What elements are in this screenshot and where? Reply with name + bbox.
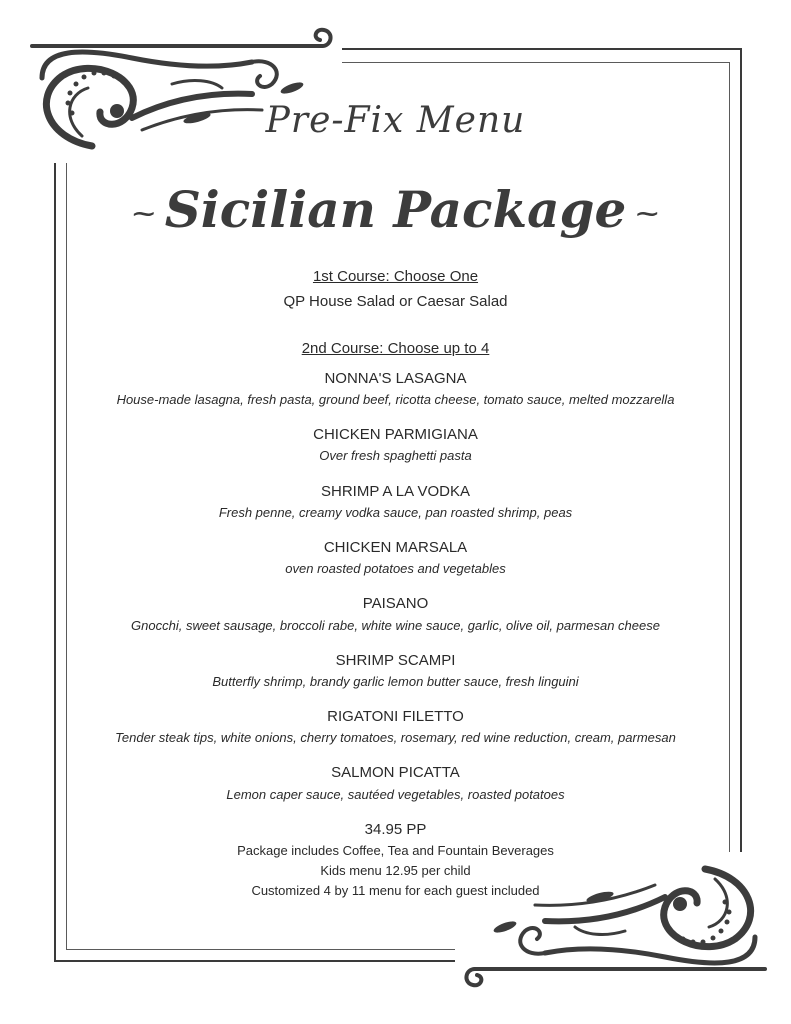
course2-heading: 2nd Course: Choose up to 4 <box>301 340 490 357</box>
dish-name: CHICKEN PARMIGIANA <box>313 426 478 443</box>
kids-menu-note: Kids menu 12.95 per child <box>320 863 471 878</box>
dish-description: Fresh penne, creamy vodka sauce, pan roasted shrimp, peas <box>218 505 573 520</box>
dish-name: SHRIMP A LA VODKA <box>321 483 470 500</box>
package-note: Package includes Coffee, Tea and Fountain Beverages <box>237 843 554 858</box>
dish-description: oven roasted potatoes and vegetables <box>285 561 506 576</box>
dish-description: Over fresh spaghetti pasta <box>319 448 472 463</box>
course1-heading: 1st Course: Choose One <box>312 268 479 285</box>
dish-name: SHRIMP SCAMPI <box>335 652 456 669</box>
menu-subtitle: Pre-Fix Menu <box>265 100 526 141</box>
dish-description: Gnocchi, sweet sausage, broccoli rabe, white wine sauce, garlic, olive oil, parmesan cheese <box>131 618 660 633</box>
leaf-flourish-icon: ⁓ <box>132 201 155 227</box>
page-title-row <box>0 180 791 239</box>
dish-name: RIGATONI FILETTO <box>327 708 464 725</box>
dish-description: Lemon caper sauce, sautéed vegetables, roasted potatoes <box>226 787 565 802</box>
scroll-flourish-icon <box>22 18 342 163</box>
leaf-flourish-icon: ⁓ <box>636 201 659 227</box>
dish-description: House-made lasagna, fresh pasta, ground beef, ricotta cheese, tomato sauce, melted mozzarella <box>116 392 675 407</box>
dish-name: PAISANO <box>362 595 429 612</box>
dish-description: Butterfly shrimp, brandy garlic lemon butter sauce, fresh linguini <box>212 674 579 689</box>
dish-name: NONNA'S LASAGNA <box>324 370 467 387</box>
dish-name: CHICKEN MARSALA <box>323 539 468 556</box>
custom-menu-note: Customized 4 by 11 menu for each guest included <box>251 883 540 898</box>
dish-name: SALMON PICATTA <box>331 764 460 781</box>
package-price: 34.95 PP <box>364 821 427 838</box>
page-title: Sicilian Package <box>164 180 627 239</box>
dish-description: Tender steak tips, white onions, cherry tomatoes, rosemary, red wine reduction, cream, parmesan <box>115 730 676 745</box>
course1-text: QP House Salad or Caesar Salad <box>283 293 508 310</box>
